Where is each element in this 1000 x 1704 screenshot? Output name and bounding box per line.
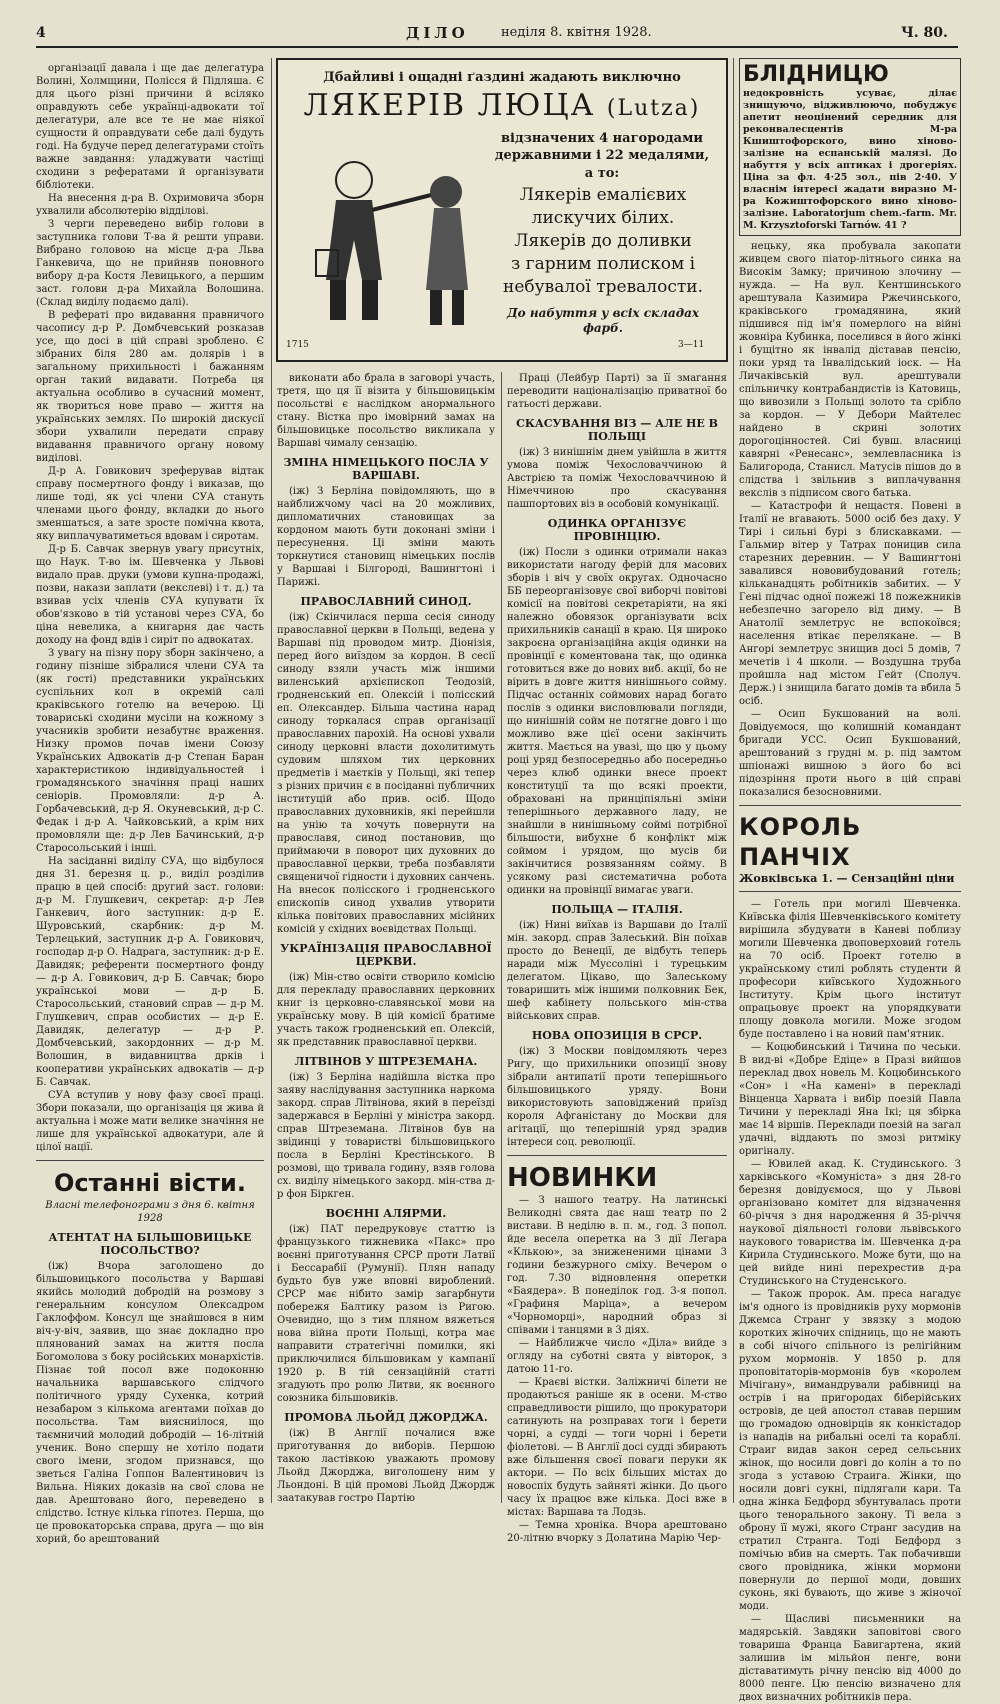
column-3 [507,372,727,1544]
ad-line: лискучих білих. [531,208,675,228]
ad-ato: а то: [584,166,620,181]
paragraph: Праці (Лейбур Парті) за її змагання переводити націоналізацію приватної бо гатьості держави. [507,373,727,410]
article-title: НОВА ОПОЗИЦІЯ В СРСР. [531,1029,703,1042]
ad-line: з гарним полиском і [510,254,696,274]
paragraph: (іж) Скінчилася перша сесія синоду православної церкви в Польщі, ведена у Варшаві під проводом митр. Діонізія, перед його виїздом за кордон. В сесії синоду взяли участь між іншими виленський архієпископ Теодозій, гродненський еп. Олексій і полісский еп. Олександер. Більша частина нарад синоду торкалася справ організації православних парохій. На основі ухвали синоду церковні власти дохолитимуть судовим шляхом тих церковних предметів і маєтків у Польщі, які тепер з різних причин є в посіданні публичних інституцій або прив. осіб. Щодо православних духовників, які перейшли на унію та хочуть повернути на православя, синод постановив, що приймаючи в поворот цих духовних до православної церкви, треба позбавляти священичої гідности і духовних санчень. На внесок полісского і гродненського єпископів синод ухвалив утворити кілька повітових православних місійних комісій у східних воєвідствах Польщі. [277,612,495,935]
masthead: ДІЛО [406,24,469,42]
novynky-heading: НОВИНКИ [507,1163,658,1193]
article-title: ОДИНКА ОРГАНІЗУЄ ПРОВІНЦІЮ. [547,517,687,543]
ad-code-right: 3—11 [678,340,705,350]
paragraph: На засіданні виділу СУА, що відбулося дня 31. березня ц. р., виділ розділив працю в цей спосіб: другий заст. голови: д-р М. Глушкевич, секретар: д-р Лев Ганкевич, його заступник: д-р Е. Шуровський, скарбник: д-р М. Терлецький, заступник д-р А. Говикович, господар д-р О. Надрага, заступник: д-р Е. Давидяк; референти посмертного фонду — д-р А. Говикович, д-р Б. Савчак; бюро українськоі мови — д-р Б. Старосольський, становий справ — д-р М. Глушкевич, справ особистих — д-р Е. Давидяк, делегатур — д-р Р. Домбчевський, закордонних — д-р М. Волошин, в видавництва дрків і кооперативи українських адвокатів — д-р Б. Савчак. [36,856,264,1088]
paragraph: В рефераті про видавання правничого часопису д-р Р. Домбчевський розказав усе, що досі в цій справі зроблено. Є зібраних біля 280 ам. долярів і в загальному прихильності і бажанням орган такий видавати. Потреба ця актуальна особливо в сучасний момент, як твориться нове право — життя на українських землях. По широкій дискусії збори ухвалили передати справу видавання правничого органу новому виділові. [36,310,264,464]
article-title: УКРАЇНІЗАЦІЯ ПРАВОСЛАВНОЇ ЦЕРКВИ. [280,942,492,968]
paragraph: — Катастрофи й нещастя. Повені в Італії не вгавають. 5000 осіб без даху. У Тирі і сильні бурі з блискавками. — Гальмир вітер у Татрах поницив сила старезних деревнин. — У Вашингтоні завалився нововибудований готель; кільканадцять робітників забитих. — У Гені підчас одної пожежі 18 пожежників небезпечно загорело від диму. — В Анатолії землетрус не вспокоївся; населення втікає переляканe. — В Ангорі землетрус знищив досі 5 домів, 7 мечетів і 4 школи. — Воздушна труба пройшла над містом Гейт (Сполуч. Держ.) і знищила багато домів та вбила 5 осіб. [739,501,961,707]
latest-news-subtitle: Власні телефонограми з дня 6. квітня 1928 [45,1200,255,1224]
ad-availability: До набуття у всіх складах фарб. [506,306,700,335]
article-title: ПРАВОСЛАВНИЙ СИНОД. [300,595,472,608]
article-title: ПРОМОВА ЛЬОЙД ДЖОРДЖА. [284,1411,488,1424]
paragraph: — Готель при могилі Шевченка. Київська філія Шевченківського комітету вирішила збудувати в Каневі поблизу могили Шевченка двоповерховий готель на 70 осіб. Проект готелю в українському стилі роблять студенти й професори київського Художнього Інституту. Крім цього інститут опрацьовує проект на упорядкувати площу довкола могили. Може згодом буде поставлено і на новий пам'ятник. [739,899,961,1040]
paragraph: На внесення д-ра В. Охримовича зборн ухвалили абсолютерію відділові. [36,193,264,217]
paragraph: — Ювилей акад. К. Студинського. З харківського «Комуніста» з дня 28-го березня довідуємося, що у Львові організовано комітет для відзначення 60-річчя з дня народження й 35-річчя наукової діяльності голови львівського наукового товариства ім. Шевченка д-ра Кирила Студинського. Може бути, що на цей вийде нині перехрестив д-ра Студинського на Студенського. [739,1159,961,1287]
paragraph: — Краєві вістки. Заліжничі білети не продаються раніше як в осени. М-ство справедливости рішило, що прокуратори сатинують на розправах тоги і берети чорні, а судді — тоги чорні і берети фіолетові. — В Англії досі судді збирають вже більшення своєї поваги перуки як актори. — По всіх більших містах до новоспіх будуть зайняті жінки. До цього часу їх працює вже кілька. Досі вже в містах: Варшава та Лодзь. [507,1377,727,1518]
paragraph: — Найближче число «Діла» вийде з огляду на суботні свята у вівторок, з датою 11-го. [507,1338,727,1375]
paragraph: — Осип Букшований на волі. Довідуємося, що колишній командант бригади УСС. Осип Букшований, арештований з грудні м. р. під замтом шпіонажі вишною з його бо всі підозріння проти нього в цій справі показалися безосновними. [739,709,961,798]
issue-date: неділя 8. квітня 1928. [501,25,652,40]
article-title: ВОЄННІ АЛЯРМИ. [325,1207,447,1220]
paragraph: (іж) З Берліна повідомляють, що в найближчому часі на 20 можливих, дипломатичних становищах за кордоном мають бути доконані зміни і пересунення. Ці зміни мають торкнутися становищ німецьких послів у Варшаві і Білгороді, Вашингтоні і Парижі. [277,486,495,588]
ad-awards: відзначених 4 нагородами державними і 22 медалями, [494,131,710,163]
issue-number: Ч. 80. [901,25,948,41]
article-title: АТЕНТАТ НА БІЛЬШОВИЦЬКЕ ПОСОЛЬСТВО? [48,1231,252,1257]
paragraph: (іж) ПАТ передруковує статтю із французького тижневика «Пакс» про воєнні приготування СРСР проти Латвії і Бессарабії (Румунії). Плян нападу будьто був уже вповні вироблений. СРСР має нібито замір загарбнути побережя Балтику разом із Ригою. Очевидно, що з тим пляном вяжеться нова війна проти Польщі, котра має направити стратегічні помилки, які приключилися більшовикам у кампанії 1920 р. В тій сензаційній статті згадують про ролю Литви, як воєнного союзника більшовиків. [277,1224,495,1404]
paragraph: (іж) Вчора заголошено до більшовицького посольства у Варшаві якийсь молодий добродій на розмову з генеральним консулом Олексадром Гаклоффом. Консул ще знайшовся в ним віч-у-віч, заявив, що знає докладно про плянований замах на життя посла Богомолова з боку російських монархістів. Пізнає той посол вже подоконню начальника варшавського слідчого політичного уряду Сухенка, котрий незабаром з кількома агентами поїхав до посольства. Там виясниілося, що таємничий молодий добродій — 16-літній ученик. Воно спершу не хотіло подати свого імени, згодом признався, що зветься Галіна Гоппон Валентинович із Вильна. Ніяких доказів на свої слова не дав. Арештовано його, переведено в слідство. Істнує кілька гіпотез. Перша, що це провокаторська справа, друга — що він хорий, бо арештований [36,1261,264,1545]
paragraph: — Також пророк. Ам. преса нагадує ім'я одного із провідників руху мормонів Джемса Странг у звязку з модою коротких жіночих спідниць, що не мають в собі нічого спільного із релігійним рухом мормонів. У 1850 р. для проповітаторів-мормонів був «королем Мічігану», вимандрували рабівниці на острів і на пригородах біберійських островів, де цей апостол ставав першим що громадою одновірців як конкістадор із нападів на рибальні оселі та кораблі. Страиг видав закон серед сельсьних жінок, що носили довгі до колін а то по згода з уставою Страига. Жінки, що носили довгі сукні, підлягали кари. Та одна жінка Бедфорд збунтувалась проти цього тенорального закону. Ті вела з оброну її мужі, якого Странг засудив на стратил Странга. Тоді Бедфорд з помічью вбив на смерть. Так побачивши свого провідника, жінки мормони повернули до першої моди, довших суконь, які бувають, що живе з жіночої моди. [739,1289,961,1612]
ad-line: небувалої тревалости. [503,277,703,297]
paragraph: (іж) Посли з одинки отримали наказ використати нагоду ферій для масових зборів і віч у своїх округах. Одночасно ББ переорганізовує свої виборчі повітові комісії на повітові секретаріяти, на які належно обовязок організувати всіх прихильників санації в краю. Ця широко закроєна організаційна акція одинки на провінції є коментована так, що одинка готовиться вже до нових виб. акції, бо не вірить в довге життя нинішнього сойму. Підчас останніх соймових нарад богато послів з одинки висловлювали погляди, що нинішній сойм не потягне довго і що можливо вже цієї осени закінчить життя. Мається на увазі, що цю у цьому році уряд безпосередньо або посередньо через клюб одинки внесе проект конституції та що всякі проекти, обраховані на принціпіяльні зміни теперішнього державного ладу, не знайшли в нинішньому соймі потрібної більшости, вибухне б конфлікт між соймом і урядом, що мусів би закінчитися розвязанням сойму. В усякому разі систематична робота одинки на провінції вимагає уваги. [507,547,727,896]
ad-text: недокровність усуває, ділає знищуючо, відживлюючо, побуджує апетит неоцінений середник для реконвалесцентів М-ра Кшиштофорского, вино хіново-залізне на еспанській малязі. До набуття у всіх аптиках і дрогеріях. Ціна за фл. 4·25 зол., пів 2·40. У власнім інтересі жадати виразно М-ра Кожиштофорского вино хіново-залізне. Laboratorjum chem.-farm. Mr. M. Krzysztoforski Tarnów. 41 ? [743,88,957,231]
paragraph: — Щасливі письменники на мадярській. Завдяки заповітові свого товариша Франца Бавигартена, який залишив ім мільйон пенге, вони діставатимуть річну пенсію від 4000 до 8000 пенге. Цю пенсію визначено для двох визначних робітників пера. [739,1614,961,1703]
latest-news-heading: Останні вісти. [54,1169,246,1197]
ad-code-left: 1715 [286,340,309,350]
king-ad-title: КОРОЛЬ ПАНЧІХ [739,813,862,871]
paragraph: СУА вступив у нову фазу своєї праці. Збори показали, що організація ця жива й актуальна і може мати велике значіння не лише для української адвокатури, але й цілої нації. [36,1090,264,1153]
ad-line: Лякерів до доливки [514,231,692,251]
blidnytsya-advertisement [739,58,961,236]
paragraph: З увагу на пізну пору зборн закінчено, а годину пізніше зібралися члени СУА та (як гості) представники українських суспільних кол в окремій салі краківського готелю на вечерою. Ці товариські сходини мусіли на кожному з учасників зробити незабутнє враження. Низку промов почав імени Союзу Українських Адвокатів д-р Степан Баран характеристикою індивідуальностей і громадянського значіння праці наших сеніорів. Промовляли: д-р А. Горбачевський, д-р Я. Окуневський, д-р С. Федак і д-р А. Чайковський, а крім них промовляли ще: д-р Лев Бачинський, д-р Старосольський і інші. [36,648,264,854]
paragraph: (іж) Нині виїхав із Варшави до Італії мін. закорд. справ Залеський. Він поїхав просто до Венеції, де відбуть теперь наради між Муссоліні і турецьким делегатом. Цікаво, що Залеському товаришить між іншими полковник Бек, шеф кабінету польського мін-ства військових справ. [507,920,727,1022]
ad-brand: ЛЯКЕРІВ ЛЮЦА [303,88,596,123]
column-1 [36,62,264,1545]
page-header [36,22,958,48]
article-title: ПОЛЬЩА — ІТАЛІЯ. [551,903,683,916]
painter-illustration [296,140,481,340]
paragraph: — З нашого театру. На латинські Великодні свята дає наш театр по 2 вистави. В неділю в. п. м., год. 3 попол. йде весела оперетка на З дії Легара «Клькою», за знижененими цінами 3 години безжурного сміху. Вечером о год. 7.30 відновлення оперетки «Баядера». В понеділок год. 3-я попол. «Графиня Маріца», а вечером «Чорноморці», народний образ зі співами і танцями в 3 діях. [507,1195,727,1336]
column-4 [739,58,961,1703]
page-number: 4 [36,25,46,41]
paragraph: виконати або брала в заговорі участь, третя, що ця її візита у більшовицькім посольстві є наслідком анормального стану. Вістка про імовірний замах на більшовицьке посольство викликала у Варшаві чималу сензацію. [277,373,495,449]
paragraph: — Темна хроніка. Вчора арештовано 20-літню вчорку з Долатина Марію Чер- [507,1520,727,1544]
article-title: СКАСУВАННЯ ВІЗ — АЛЕ НЕ В ПОЛЬЩІ [516,417,718,443]
king-ad-subtitle: Жовківська 1. — Сензаційні ціни [739,872,955,885]
ad-brand-latin: (Lutza) [606,96,701,121]
article-title: ЗМІНА НІМЕЦЬКОГО ПОСЛА У ВАРШАВІ. [283,456,489,482]
paragraph: (іж) В Англії почалися вже приготування до виборів. Першою такою ластівкою уважають промову Льойд Джорджа, виголошену ним у Льондоні. В цій промові Льойд Джордж заатакував гостро Партію [277,1428,495,1504]
paragraph: — Коцюбинський і Тичина по чеськи. В вид-ві «Добре Едіце» в Празі вийшов переклад двох новель М. Коцюбинського «Сон» і «На камені» в перекладі Вінценца Харвата і вибір поезій Павла Тичини у перекладі Яна Ікі; ця збірка має 14 віршів. Переклади поезій на загал удачні, віддають по змозі ритміку оригіналу. [739,1042,961,1157]
paragraph: (іж) Мін-ство освіти створило комісію для перекладу православних церковних книг із церковно-славянської мови на українську мову. В цій комісії братиме участь також гродненський еп. Олексій, як представник православної церкви. [277,972,495,1048]
paragraph: Д-р Б. Савчак звернув увагу присутніх, що Наук. Т-во ім. Шевченка у Львові видало прав. друки (умови купна-продажі, позви, накази заплати (векслеві) і т. д.) та взивав усіх членів СУА купувати їх обов'язково в тій установі через СУА, бо ціна невелика, а книгарня дає часть доходу на фонд вдів і сиріт по адвокатах. [36,544,264,646]
paragraph: Д-р А. Говикович зреферував відтак справу посмертного фонду і виказав, що лише тоді, як усі члени СУА стануть членами цього фонду, вкладки до нього зменшаться, а зате зросте помічна квота, яку виплачуватиметься вдовам і сиротам. [36,466,264,542]
paragraph: організації давала і ще дає делегатура Волині, Холмщини, Полісся й Підляша. Є для цього різні причини й всіляко оправдують себе українці-адвокати тої делегатури, але все те не має ніякої сущности й оправдувати себе далі будуть годі. На будуче перед делегатурами стоїть важне завдання: уладжувати частіщі сходини з рефератами й організувати бібліотеки. [36,63,264,191]
ad-title: БЛІДНИЦЮ [743,62,889,87]
paragraph: нецьку, яка пробувала закопати живцем свого піатор-літнього синка на Високім Замку; причиною злочину — нужда. — На вул. Кентшинського арештувала Казимира Ржечинського, краківського громадянина, який підшився під ім'я померлого на війні жовніра Кубинка, поселився в його жінкі і бущітно як інвалід діставав пенсію, поки уряд та Інвалідський іоск. — На Личаківській вул. арештували спільничку контрабандистів із Катовиць, що вивозили з Польщі золото та срібло за кордон. — У Дебори Майтелес найдено в скрині золотих дорогоцінностей. Сиі бувш. власниці кавярні «Ренесанс», землевласника із Балигорода, Станисл. Матусів пішов до в слідства і звільнив з виплачування векслів з підписом свого батька. [739,241,961,499]
paragraph: (іж) З Берліна надійшла вістка про заяву наслідування заступника наркома закорд. справ Літвінова, який в переїзді задержався в Берліні у міністра закорд. справ Штреземана. Літвінов був на звідинці у товаристві більшовицького посла в Берліні Крестінського. В розмові, що тривала годину, взяв голова сх. виділу німецького закорд. мін-ства д-р фон Біркген. [277,1072,495,1200]
paragraph: З черги переведено вибір голови в заступника голови Т-ва й решти управи. Вибрано головою на місце д-ра Льва Ганкевича, що не прийняв поновного вибору д-ра Костя Левицького, а першим заст. голови д-ра Михайла Волошина. (Склад виділу подаємо далі). [36,219,264,308]
article-title: ЛІТВІНОВ У ШТРЕЗЕМАНА. [294,1055,478,1068]
ad-line: Лякерів емалієвих [519,185,687,205]
ad-tagline: Дбайливі і ощадні ґаздині жадають виключно [323,70,681,85]
paragraph: (іж) З Москви повідомляють через Ригу, що прихильники опозиції знову зібрали антипатії проти теперішнього більшовицького уряду. Вони використовують заповіджений приїзд короля Афганістану до Москви для агітації, що теперішній уряд зрадив інтереси соц. революції. [507,1046,727,1148]
paragraph: (іж) З нинішнім днем увійшла в життя умова поміж Чехословаччиною й Австрією та поміж Чехословаччиною й Німеччиною про скасування пашпортових віз в особовій комунікації. [507,447,727,510]
column-2 [277,372,495,1507]
lacquer-advertisement [276,58,728,362]
